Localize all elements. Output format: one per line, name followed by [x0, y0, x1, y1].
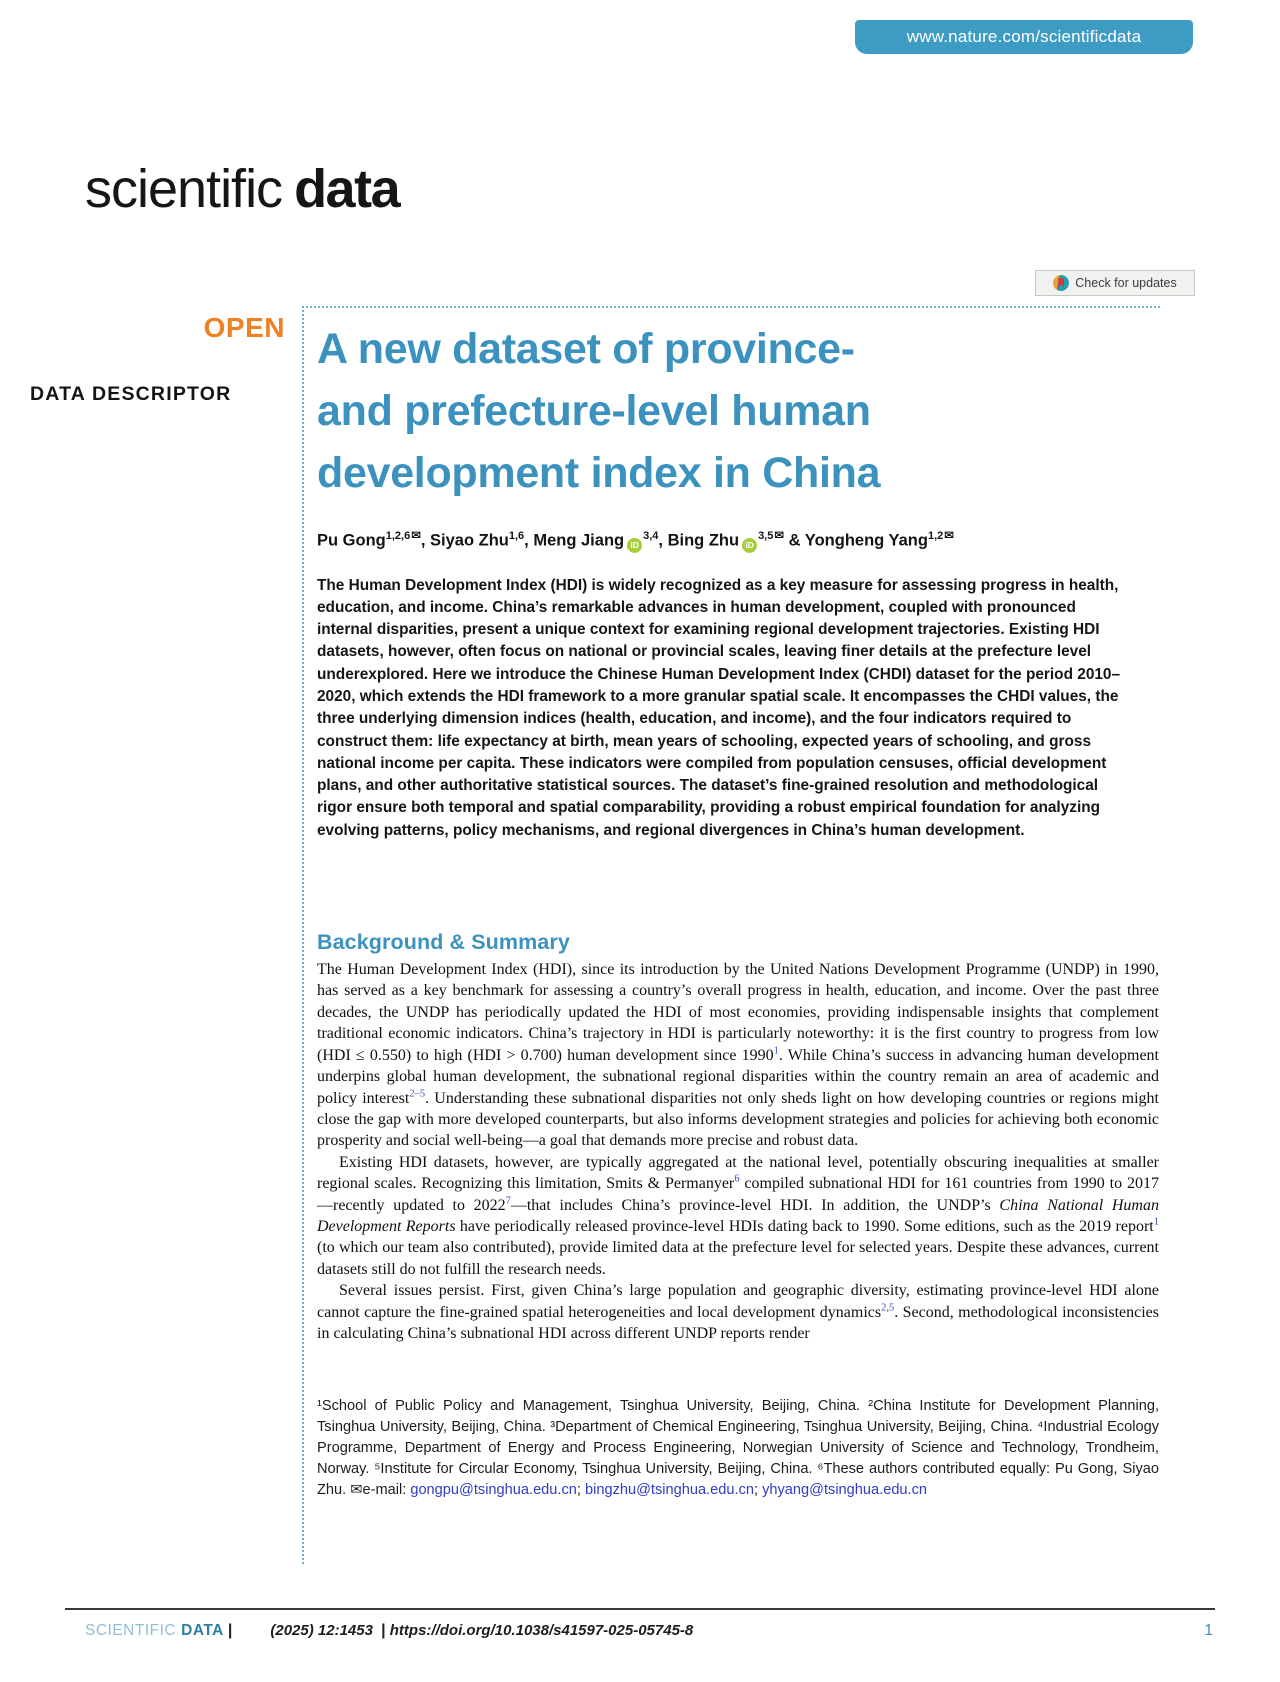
author-separator: ,: [524, 531, 534, 550]
author-affiliation-superscript: 1,6: [508, 530, 525, 542]
author-name: Pu Gong: [317, 531, 386, 550]
footer-journal-light: SCIENTIFIC: [85, 1622, 177, 1639]
text-run: have periodically released province-level HDIs dating back to 1990. Some editions, such as the 2019 report: [455, 1217, 1154, 1235]
text-run: compiled subnational HDI for 161 countries from 1990 to 2017—recently updated to 2022: [317, 1175, 1159, 1214]
reference-superscript[interactable]: 6: [734, 1173, 740, 1185]
footer-citation: [270, 1622, 693, 1640]
title-line: development index in China: [317, 449, 881, 497]
corresponding-author-envelope-icon: ✉: [774, 530, 784, 542]
text-run: . Second, methodological inconsistencies in calculating China’s subnational HDI across different UNDP reports render: [317, 1303, 1160, 1342]
italic-text: China National Human Development Reports: [317, 1196, 1159, 1235]
journal-logo-bold: data: [294, 159, 400, 219]
footer-doi-link[interactable]: https://doi.org/10.1038/s41597-025-05745-8: [389, 1622, 694, 1639]
text-run: ;: [753, 1482, 763, 1499]
author-name: Meng Jiang: [533, 531, 625, 550]
text-run: . While China’s success in advancing human development underpins global human development, the subnational regional disparities within the country remain an area of academic and policy interest: [317, 1046, 1160, 1107]
text-run: ;: [576, 1482, 585, 1499]
body-paragraph: [317, 1152, 1159, 1280]
body-paragraph: [317, 959, 1159, 1152]
section-heading: Background & Summary: [317, 930, 570, 955]
author-affiliation-superscript: 3,4: [643, 530, 659, 542]
site-url-banner[interactable]: [855, 20, 1193, 54]
footer-journal-bold: DATA: [181, 1622, 224, 1639]
author-name: Bing Zhu: [667, 531, 740, 550]
text-run: . Understanding these subnational disparities not only sheds light on how developing countries or regions might close the gap with more developed counterparts, but also informs development strategies and policies for achieving both economic prosperity and social well-being—a goal that demands more precise and robust data.: [317, 1089, 1160, 1150]
reference-superscript[interactable]: 2–5: [409, 1088, 426, 1100]
author-affiliation-superscript: 1,2: [927, 530, 944, 542]
author-name: Siyao Zhu: [430, 531, 509, 550]
footer-pipe: |: [227, 1622, 233, 1639]
text-run: Several issues persist. First, given China’s large population and geographic diversity, estimating province-level HDI alone cannot capture the fine-grained spatial heterogeneities and local development dynamics: [317, 1282, 1159, 1321]
page-footer: [65, 1608, 1215, 1640]
text-run: The Human Development Index (HDI), since its introduction by the United Nations Development Programme (UNDP) in 1990, has served as a key benchmark for assessing a country’s overall progress in health, education, and income. Over the past three decades, the UNDP has periodically updated the HDI of most economies, providing indispensable insights that complement traditional economic indicators. China’s trajectory in HDI is particularly noteworthy: it is the first country to progress from low (HDI ≤ 0.550) to high (HDI > 0.700) human development since 1990: [317, 961, 1159, 1064]
section-body: [317, 959, 1159, 1344]
author-separator: ,: [658, 531, 668, 550]
email-link[interactable]: yhyang@tsinghua.edu.cn: [762, 1482, 928, 1499]
site-url-text: www.nature.com/scientificdata: [906, 27, 1142, 46]
corresponding-author-envelope-icon: ✉: [411, 530, 421, 542]
check-for-updates-label: Check for updates: [1075, 276, 1177, 290]
reference-superscript[interactable]: 7: [505, 1195, 511, 1207]
journal-logo-light: scientific: [85, 159, 283, 219]
text-run: —that includes China’s province-level HDI. In addition, the UNDP’s: [510, 1196, 1000, 1214]
author-separator: &: [784, 531, 805, 550]
email-link[interactable]: gongpu@tsinghua.edu.cn: [410, 1482, 577, 1499]
author-separator: ,: [420, 531, 431, 550]
footer-pipe-2: |: [381, 1622, 386, 1639]
footer-volume-info: (2025) 12:1453: [270, 1622, 373, 1639]
article-type-label: DATA DESCRIPTOR: [30, 383, 232, 405]
reference-superscript[interactable]: 1: [1153, 1216, 1159, 1228]
page-number: 1: [1204, 1622, 1213, 1639]
open-access-label: OPEN: [203, 312, 285, 343]
text-run: Existing HDI datasets, however, are typically aggregated at the national level, potentially obscuring inequalities at smaller regional scales. Recognizing this limitation, Smits & Permanyer: [317, 1153, 1159, 1193]
author-affiliation-superscript: 1,2,6: [385, 530, 411, 542]
author-name: Yongheng Yang: [804, 531, 928, 550]
title-line: and prefecture-level human: [317, 387, 871, 435]
article-title: [317, 318, 1160, 504]
affiliations-footnote: [317, 1396, 1159, 1501]
article-content-frame: [302, 306, 1160, 1564]
author-list: [317, 528, 1160, 553]
body-paragraph: [317, 1280, 1159, 1344]
crossmark-icon: [1053, 275, 1069, 291]
journal-logo: [85, 158, 399, 220]
title-line: A new dataset of province-: [317, 325, 855, 373]
text-run: ¹School of Public Policy and Management, Tsinghua University, Beijing, China. ²China Institute for Development Planning, Tsinghua University, Beijing, China. ³Department of Chemical Engineering, Tsinghua University, Beijing, China. ⁴Industrial Ecology Programme, Department of Energy and Process Engineering, Norwegian University of Science and Technology, Trondheim, Norway. ⁵Institute for Circular Economy, Tsinghua University, Beijing, China. ⁶These authors contributed equally: Pu Gong, Siyao Zhu. ✉e-mail:: [317, 1398, 1159, 1499]
reference-superscript[interactable]: 1: [773, 1045, 779, 1057]
author-affiliation-superscript: 3,5: [758, 530, 774, 542]
abstract-text: The Human Development Index (HDI) is widely recognized as a key measure for assessing progress in health, education, and income. China’s remarkable advances in human development, coupled with pronounced internal disparities, present a unique context for examining regional development trajectories. Existing HDI datasets, however, often focus on national or provincial scales, leaving finer details at the prefecture level underexplored. Here we introduce the Chinese Human Development Index (CHDI) dataset for the period 2010–2020, which extends the HDI framework to a more granular spatial scale. It encompasses the CHDI values, the three underlying dimension indices (health, education, and income), and the four indicators required to construct them: life expectancy at birth, mean years of schooling, expected years of schooling, and gross national income per capita. These indicators were compiled from population censuses, official development plans, and other authoritative statistical sources. The dataset’s fine-grained resolution and methodological rigor ensure both temporal and spatial comparability, providing a robust empirical foundation for analyzing evolving patterns, policy mechanisms, and regional divergences in China’s human development.: [317, 576, 1121, 839]
orcid-icon[interactable]: iD: [742, 538, 757, 553]
email-link[interactable]: bingzhu@tsinghua.edu.cn: [585, 1482, 754, 1499]
check-for-updates-button[interactable]: [1035, 270, 1195, 296]
reference-superscript[interactable]: 2,5: [881, 1302, 895, 1314]
orcid-icon[interactable]: iD: [627, 538, 642, 553]
corresponding-author-envelope-icon: ✉: [944, 530, 954, 542]
text-run: (to which our team also contributed), provide limited data at the prefecture level for selected years. Despite these advances, current datasets still do not fulfill the research needs.: [317, 1239, 1159, 1278]
